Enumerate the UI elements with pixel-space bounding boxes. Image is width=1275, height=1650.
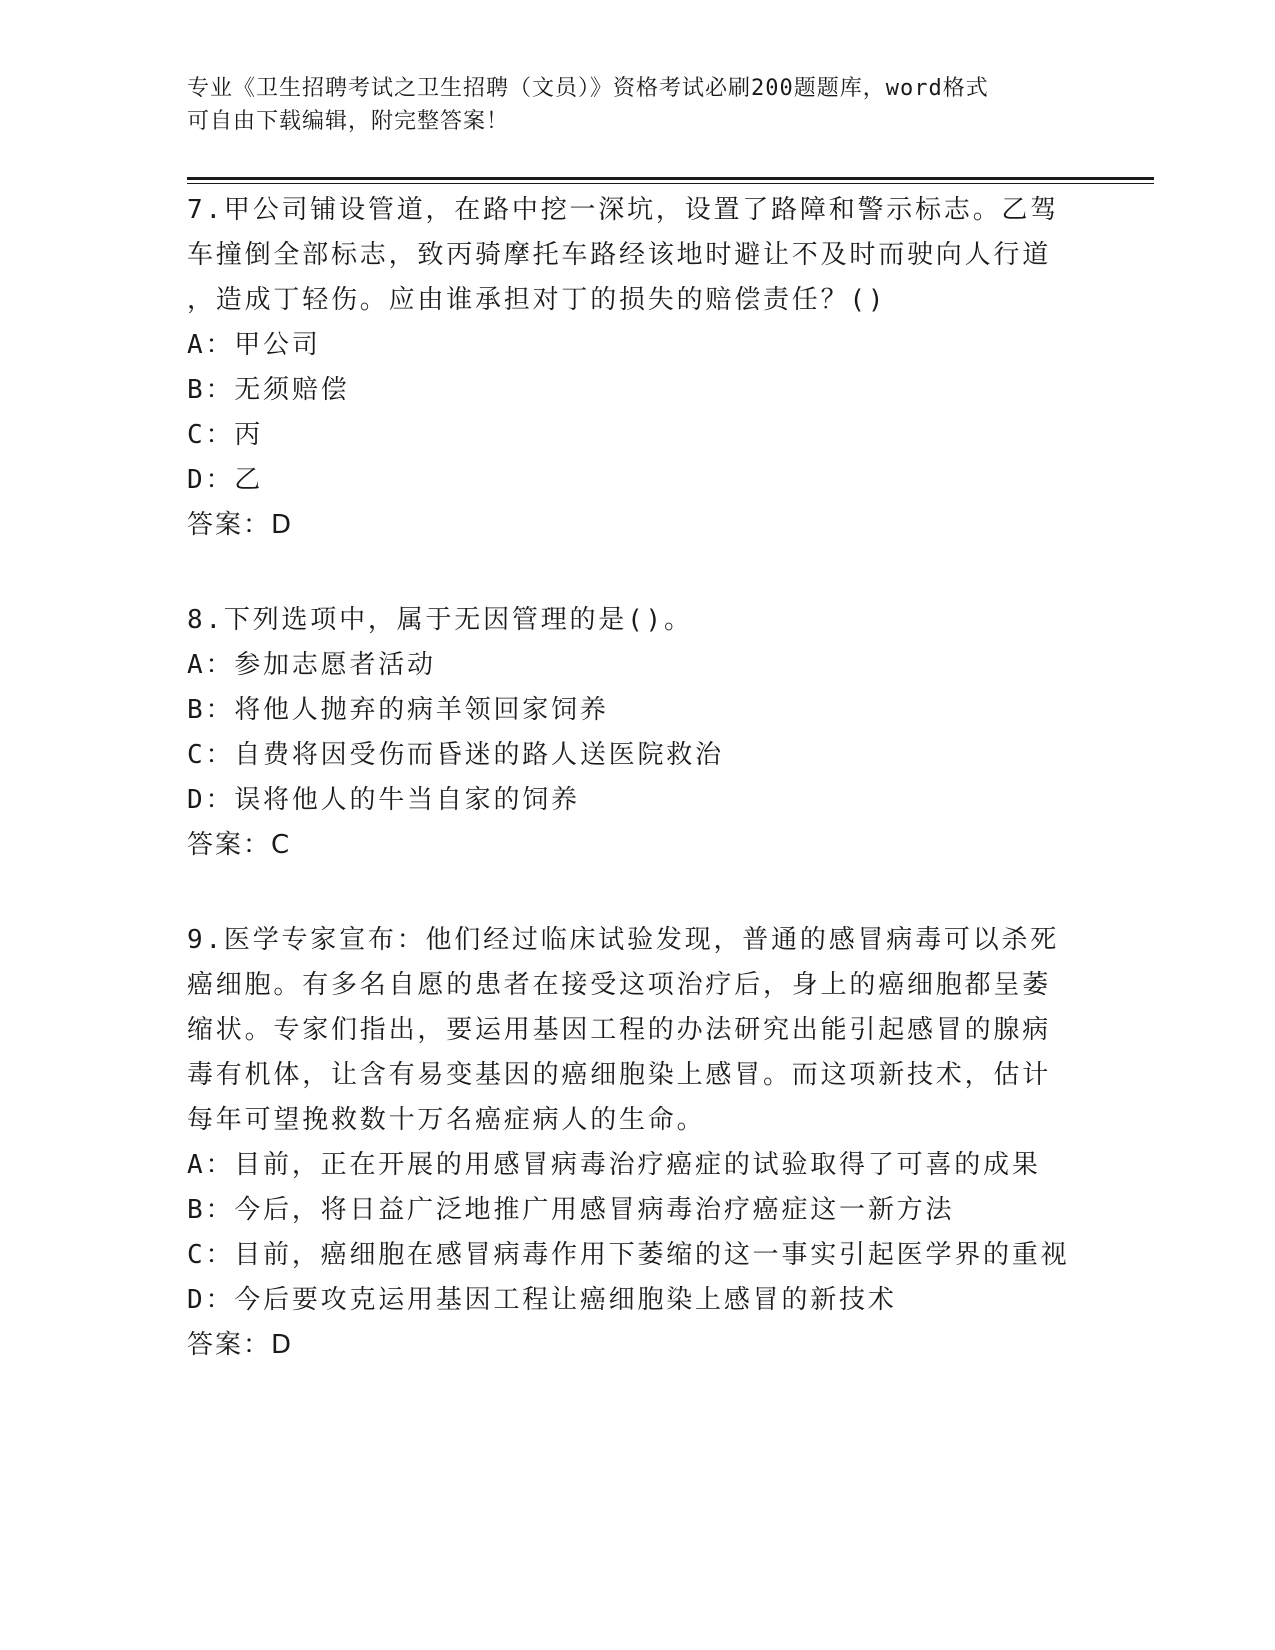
option-c: C：目前，癌细胞在感冒病毒作用下萎缩的这一事实引起医学界的重视 bbox=[187, 1240, 1070, 1270]
question-stem-line: 癌细胞。有多名自愿的患者在接受这项治疗后，身上的癌细胞都呈萎 bbox=[187, 970, 1052, 1000]
answer-line: 答案：C bbox=[187, 830, 292, 860]
option-a: A：参加志愿者活动 bbox=[187, 650, 436, 680]
option-a: A：目前，正在开展的用感冒病毒治疗癌症的试验取得了可喜的成果 bbox=[187, 1150, 1041, 1180]
answer-line: 答案：D bbox=[187, 510, 294, 540]
question-stem-line: 9.医学专家宣布：他们经过临床试验发现，普通的感冒病毒可以杀死 bbox=[187, 925, 1060, 955]
header-divider-thick bbox=[187, 177, 1154, 180]
question-7 bbox=[187, 188, 1087, 548]
question-stem-line: 每年可望挽救数十万名癌症病人的生命。 bbox=[187, 1105, 706, 1135]
option-d: D：今后要攻克运用基因工程让癌细胞染上感冒的新技术 bbox=[187, 1285, 897, 1315]
question-stem-line: ，造成丁轻伤。应由谁承担对丁的损失的赔偿责任？() bbox=[187, 285, 887, 315]
option-b: B：今后，将日益广泛地推广用感冒病毒治疗癌症这一新方法 bbox=[187, 1195, 955, 1225]
question-stem-line: 车撞倒全部标志，致丙骑摩托车路经该地时避让不及时而驶向人行道 bbox=[187, 240, 1052, 270]
question-stem-line: 缩状。专家们指出，要运用基因工程的办法研究出能引起感冒的腺病 bbox=[187, 1015, 1052, 1045]
question-8 bbox=[187, 598, 1087, 868]
option-b: B：将他人抛弃的病羊领回家饲养 bbox=[187, 695, 609, 725]
header-line-1: 专业《卫生招聘考试之卫生招聘（文员）》资格考试必刷200题题库，word格式 bbox=[187, 76, 989, 101]
answer-line: 答案：D bbox=[187, 1330, 294, 1360]
document-header bbox=[187, 72, 1087, 138]
question-stem-line: 8.下列选项中，属于无因管理的是()。 bbox=[187, 605, 693, 635]
header-divider-thin bbox=[187, 183, 1154, 184]
option-c: C：自费将因受伤而昏迷的路人送医院救治 bbox=[187, 740, 724, 770]
option-d: D：误将他人的牛当自家的饲养 bbox=[187, 785, 580, 815]
option-b: B：无须赔偿 bbox=[187, 375, 350, 405]
option-a: A：甲公司 bbox=[187, 330, 321, 360]
question-9 bbox=[187, 918, 1087, 1368]
option-c: C：丙 bbox=[187, 420, 264, 450]
question-stem-line: 毒有机体，让含有易变基因的癌细胞染上感冒。而这项新技术，估计 bbox=[187, 1060, 1052, 1090]
header-line-2: 可自由下载编辑，附完整答案！ bbox=[187, 109, 510, 134]
question-stem-line: 7.甲公司铺设管道，在路中挖一深坑，设置了路障和警示标志。乙驾 bbox=[187, 195, 1060, 225]
option-d: D：乙 bbox=[187, 465, 264, 495]
